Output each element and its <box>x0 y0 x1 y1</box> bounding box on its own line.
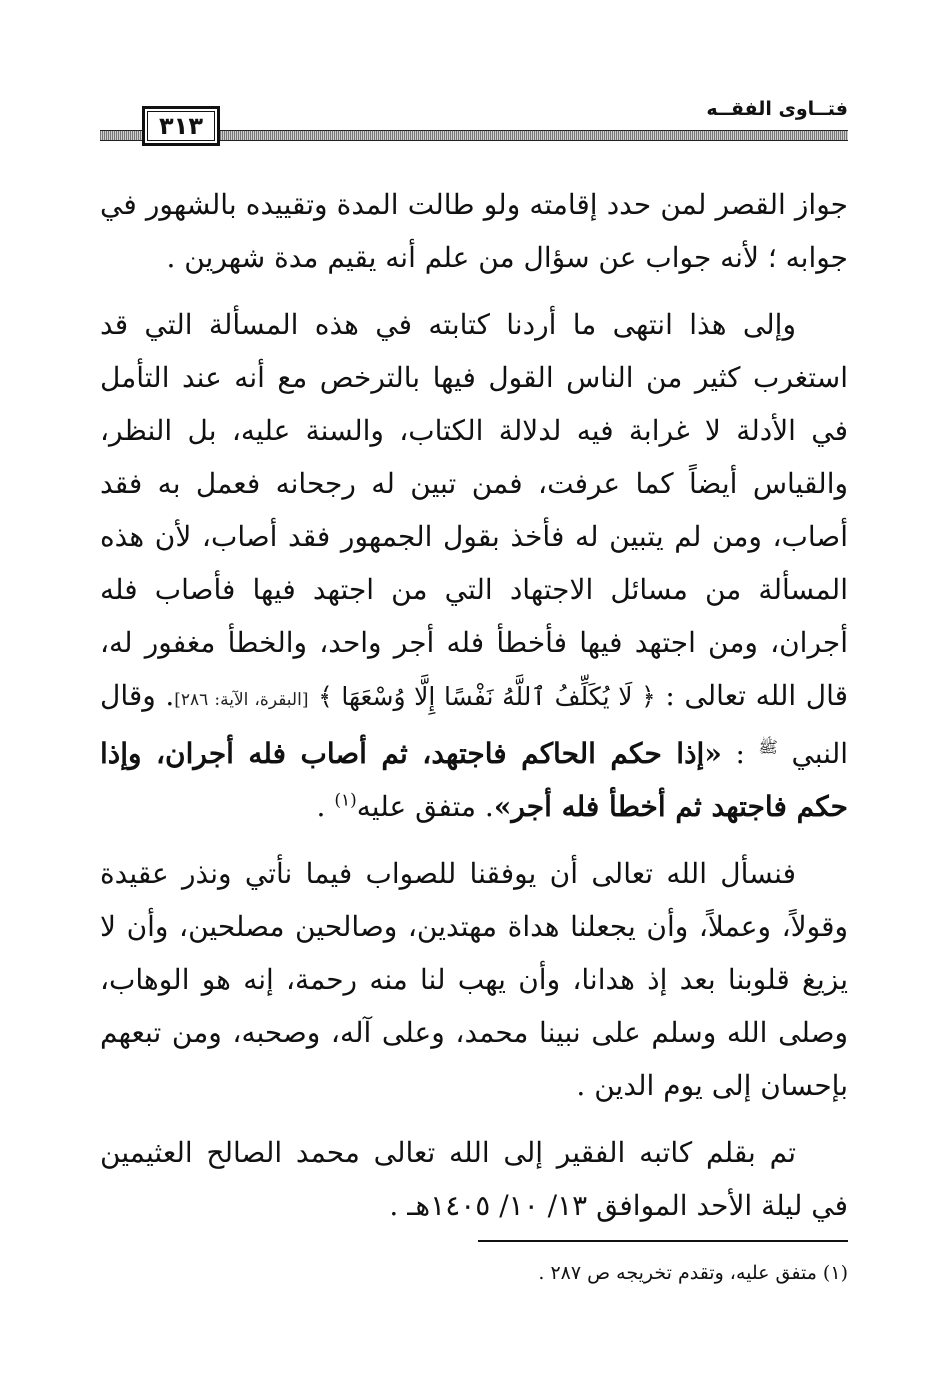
paragraph-3: فنسأل الله تعالى أن يوفقنا للصواب فيما نأتي ونذر عقيدة وقولاً، وعملاً، وأن يجعلنا هداة مهتدين، وصالحين مصلحين، وأن لا يزيغ قلوبنا بعد إذ هدانا، وأن يهب لنا منه رحمة، إنه هو الوهاب، وصلى الله وسلم على نبينا محمد، وعلى آله، وصحبه، ومن تبعهم بإحسان إلى يوم الدين . <box>100 857 848 1102</box>
paragraph-2-intro: وإلى هذا انتهى ما أردنا كتابته في هذه المسألة التي قد استغرب كثير من الناس القول فيها بالترخص مع أنه عند التأمل في الأدلة لا غرابة فيه لدلالة الكتاب، والسنة عليه، بل النظر، والقياس أيضاً كما عرفت، فمن تبين له رجحانه فعمل به فقد أصاب، ومن لم يتبين له فأخذ بقول الجمهور فقد أصاب، لأن هذه المسألة من مسائل الاجتهاد التي من اجتهد فيها فأصاب فله أجران، ومن اجتهد فيها فأخطأ فله أجر واحد، والخطأ مغفور له، قال الله تعالى : <box>100 308 849 712</box>
salawat-symbol: ﷺ <box>758 737 778 757</box>
book-title: فتــاوى الفقــه <box>706 98 848 120</box>
paragraph-1: جواز القصر لمن حدد إقامته ولو طالت المدة وتقييده بالشهور في جوابه ؛ لأنه جواب عن سؤال من علم أنه يقيم مدة شهرين . <box>100 188 848 274</box>
paragraph-2-end: . متفق عليه <box>356 790 494 823</box>
page-header <box>100 98 848 146</box>
verse-reference: [البقرة، الآية: ٢٨٦] <box>174 690 309 710</box>
paragraph-2 <box>100 298 848 833</box>
paragraph-2-final: . <box>316 790 335 823</box>
page-number: ٣١٣ <box>142 106 220 146</box>
footnote-divider <box>478 1240 848 1242</box>
hadith-quote: «إذا حكم الحاكم فاجتهد، ثم أصاب فله أجران، وإذا حكم فاجتهد ثم أخطأ فله أجر» <box>100 737 848 823</box>
paragraph-2-mid: . وقال النبي <box>100 679 849 770</box>
header-rule-left <box>100 130 142 141</box>
paragraph-4: تم بقلم كاتبه الفقير إلى الله تعالى محمد الصالح العثيمين في ليلة الأحد الموافق ١٣/ ١٠/ ١٤٠٥هـ . <box>100 1136 848 1222</box>
footnote: (١) متفق عليه، وتقدم تخريجه ص ٢٨٧ . <box>538 1262 848 1284</box>
quran-verse: ﴿ لَا يُكَلِّفُ ٱللَّهُ نَفْسًا إِلَّا وُسْعَهَا ﴾ <box>318 682 656 711</box>
main-text <box>100 178 848 1246</box>
header-rule <box>220 130 848 141</box>
footnote-marker: (١) <box>334 790 357 811</box>
colon: : <box>735 737 745 770</box>
